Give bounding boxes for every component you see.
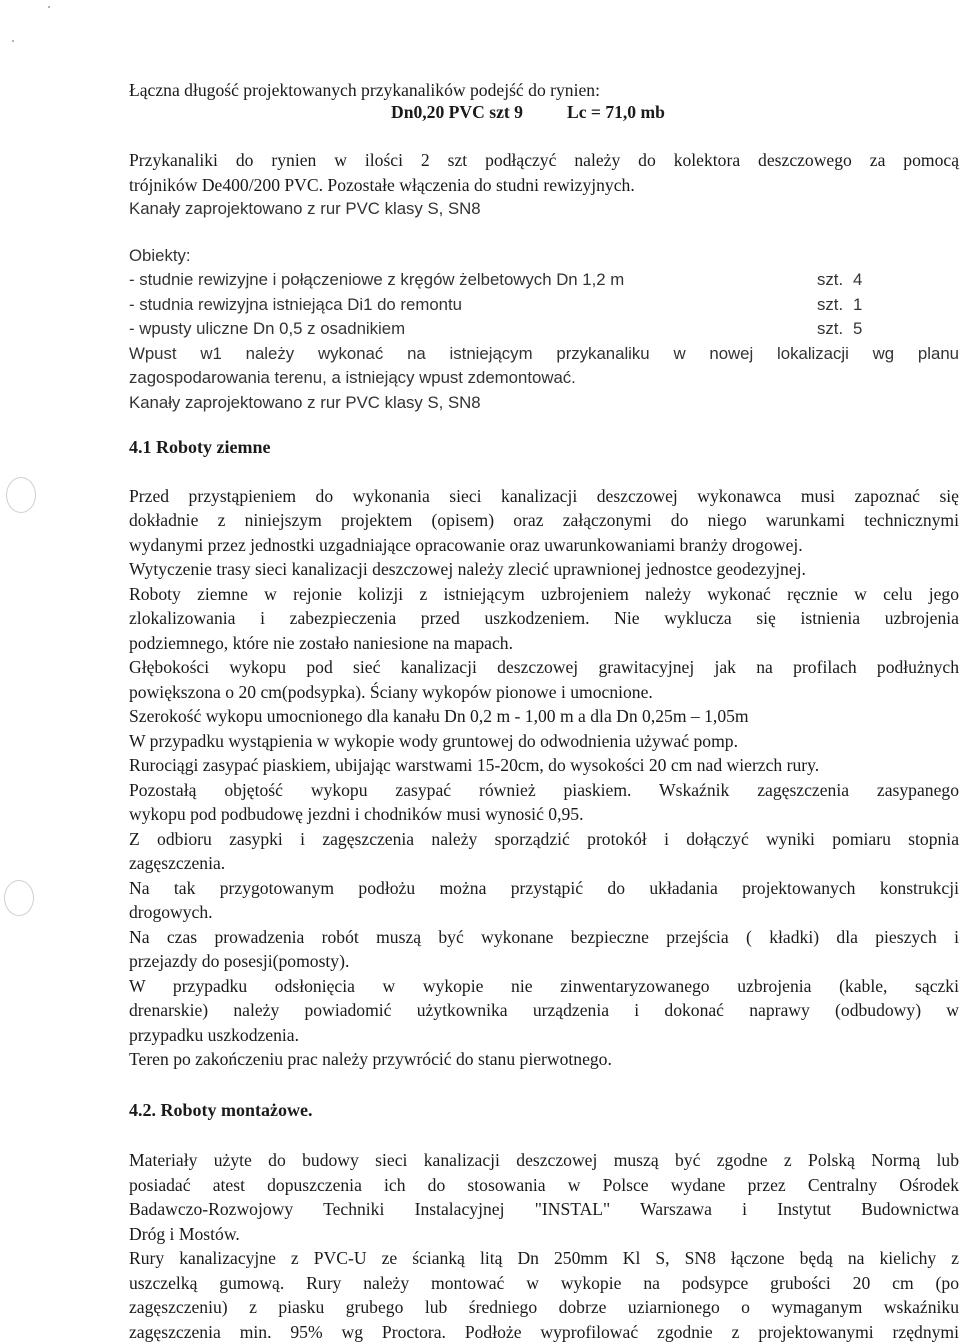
paragraph-line: Badawczo-Rozwojowy Techniki Instalacyjnej "INSTAL" Warszawa i Instytut Budownictwa — [129, 1197, 959, 1222]
object-text: - studnia rewizyjna istniejąca Di1 do remontu — [129, 293, 817, 318]
paragraph-line: Materiały użyte do budowy sieci kanalizacji deszczowej muszą być zgodne z Polską Normą lub — [129, 1148, 959, 1173]
objects-list — [129, 268, 959, 342]
paragraph-line: Z odbioru zasypki i zagęszczenia należy sporządzić protokół i dołączyć wyniki pomiaru stopnia — [129, 827, 959, 852]
paragraph-line: Przed przystąpieniem do wykonania sieci kanalizacji deszczowej wykonawca musi zapoznać się — [129, 484, 959, 509]
paragraph-line: wydanymi przez jednostki uzgadniające opracowanie oraz uwarunkowaniami branży drogowej. — [129, 533, 959, 558]
scan-speck — [48, 6, 50, 8]
paragraph-line: posiadać atest dopuszczenia ich do stosowania w Polsce wydane przez Centralny Ośrodek — [129, 1173, 959, 1198]
paragraph-line: Roboty ziemne w rejonie kolizji z istniejącym uzbrojeniem należy wykonać ręcznie w celu jego — [129, 582, 959, 607]
paragraph-line: Rurociągi zasypać piaskiem, ubijając warstwami 15-20cm, do wysokości 20 cm nad wierzch rury. — [129, 753, 959, 778]
paragraph-line: Przykanaliki do rynien w ilości 2 szt podłączyć należy do kolektora deszczowego za pomocą — [129, 148, 959, 173]
paragraph-line: wykopu pod podbudowę jezdni i chodników musi wynosić 0,95. — [129, 802, 959, 827]
paragraph-line: zlokalizowania i zabezpieczenia przed uszkodzeniem. Nie wyklucza się istnienia uzbrojenia — [129, 606, 959, 631]
paragraph-line: drenarskie) należy powiadomić użytkownika urządzenia i dokonać naprawy (odbudowy) w — [129, 998, 959, 1023]
paragraph-line: trójników De400/200 PVC. Pozostałe włączenia do studni rewizyjnych. — [129, 173, 959, 198]
paragraph-line: Pozostałą objętość wykopu zasypać również piaskiem. Wskaźnik zagęszczenia zasypanego — [129, 778, 959, 803]
intro-line: Łączna długość projektowanych przykanalików podejść do rynien: — [129, 78, 959, 100]
paragraph-line: dokładnie z niniejszym projektem (opisem) oraz załączonymi do niego warunkami technicznymi — [129, 508, 959, 533]
object-qty: 4 — [853, 268, 883, 293]
paragraph-line: W przypadku wystąpienia w wykopie wody gruntowej do odwodnienia używać pomp. — [129, 729, 959, 754]
objects-title: Obiekty: — [129, 244, 959, 269]
punch-hole-mark — [6, 477, 36, 513]
paragraph-line: Na tak przygotowanym podłożu można przystąpić do układania projektowanych konstrukcji — [129, 876, 959, 901]
paragraph-line: Wpust w1 należy wykonać na istniejącym przykanaliku w nowej lokalizacji wg planu — [129, 342, 959, 367]
object-item — [129, 268, 959, 293]
paragraph-line: Teren po zakończeniu prac należy przywrócić do stanu pierwotnego. — [129, 1047, 959, 1072]
paragraph-line: przypadku uszkodzenia. — [129, 1023, 959, 1048]
summary-line — [129, 100, 959, 130]
object-text: - wpusty uliczne Dn 0,5 z osadnikiem — [129, 317, 817, 342]
section-4-2-body — [129, 1148, 959, 1344]
scan-speck — [12, 40, 14, 42]
paragraph-line: drogowych. — [129, 900, 959, 925]
object-qty: 1 — [853, 293, 883, 318]
paragraph-line: Na czas prowadzenia robót muszą być wykonane bezpieczne przejścia ( kładki) dla pieszych i — [129, 925, 959, 950]
paragraph-line: Szerokość wykopu umocnionego dla kanału Dn 0,2 m - 1,00 m a dla Dn 0,25m – 1,05m — [129, 704, 959, 729]
paragraph-line: zagospodarowania terenu, a istniejący wpust zdemontować. — [129, 366, 959, 391]
paragraph-line: uszczelką gumową. Rury należy montować w wykopie na podsypce grubości 20 cm (po — [129, 1271, 959, 1296]
paragraph-line: Głębokości wykopu pod sieć kanalizacji deszczowej grawitacyjnej jak na profilach podłużnych — [129, 655, 959, 680]
section-4-1-body — [129, 484, 959, 1072]
paragraph-line: zagęszczeniu) z piasku grubego lub średniego dobrze uziarnionego o wymaganym wskaźniku — [129, 1295, 959, 1320]
paragraph-line: zagęszczenia. — [129, 851, 959, 876]
object-unit: szt. — [817, 268, 853, 293]
object-unit: szt. — [817, 317, 853, 342]
summary-length: Lc = 71,0 mb — [567, 102, 665, 122]
summary-count: Dn0,20 PVC szt 9 — [391, 102, 523, 122]
paragraph-line: powiększona o 20 cm(podsypka). Ściany wykopów pionowe i umocnione. — [129, 680, 959, 705]
document-body — [129, 78, 959, 1344]
paragraph-line: Kanały zaprojektowano z rur PVC klasy S, SN8 — [129, 391, 959, 416]
object-text: - studnie rewizyjne i połączeniowe z kręgów żelbetowych Dn 1,2 m — [129, 268, 817, 293]
paragraph-line: Kanały zaprojektowano z rur PVC klasy S, SN8 — [129, 197, 959, 222]
punch-hole-mark — [4, 880, 34, 916]
paragraph-line: Dróg i Mostów. — [129, 1222, 959, 1247]
object-item — [129, 317, 959, 342]
object-qty: 5 — [853, 317, 883, 342]
section-heading-4-2: 4.2. Roboty montażowe. — [129, 1098, 959, 1123]
paragraph-line: W przypadku odsłonięcia w wykopie nie zinwentaryzowanego uzbrojenia (kable, sączki — [129, 974, 959, 999]
paragraph-line: przejazdy do posesji(pomosty). — [129, 949, 959, 974]
paragraph-line: Wytyczenie trasy sieci kanalizacji deszczowej należy zlecić uprawnionej jednostce geodezyjnej. — [129, 557, 959, 582]
object-item — [129, 293, 959, 318]
paragraph-line: podziemnego, które nie zostało naniesione na mapach. — [129, 631, 959, 656]
section-heading-4-1: 4.1 Roboty ziemne — [129, 435, 959, 460]
paragraph-line: zagęszczenia min. 95% wg Proctora. Podłoże wyprofilować zgodnie z projektowanymi rzędnymi — [129, 1320, 959, 1344]
object-unit: szt. — [817, 293, 853, 318]
paragraph-line: Rury kanalizacyjne z PVC-U ze ścianką litą Dn 250mm Kl S, SN8 łączone będą na kielichy z — [129, 1246, 959, 1271]
